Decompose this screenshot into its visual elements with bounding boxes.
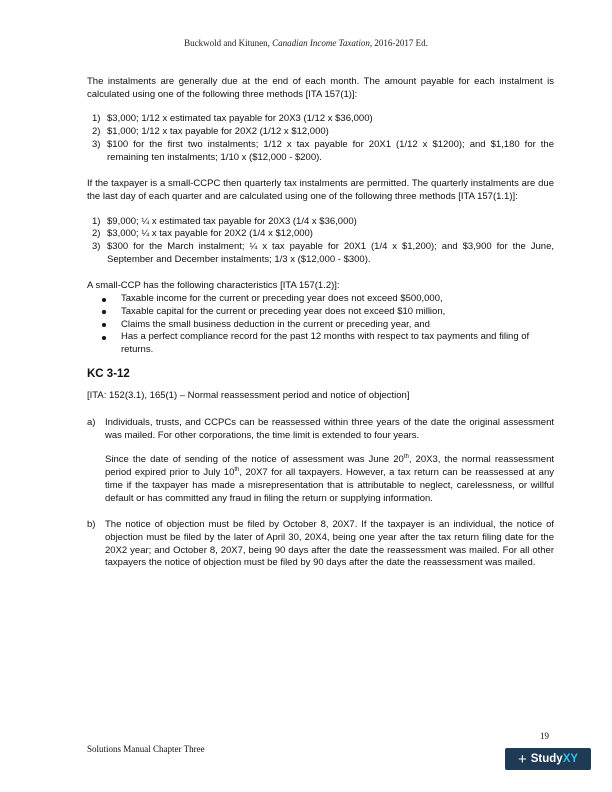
answer-a: a) Individuals, trusts, and CCPCs can be reassessed within three years of the date the original assessment was mailed. For other corporations, the time limit is extended to four years. Since the date of sending of the notice of assessment was June 20th, 20X3, the normal reassessment period expired prior to July 10th, 20X7 for all taxpayers. However, a tax return can be reassessed at any time if the taxpayer has made a misrepresentation that is attributable to neglect, carelessness, or willful default or has committed any fraud in filing the return or supplying information. [87,417,555,504]
list-item: 1) $3,000; 1/12 x estimated tax payable for 20X3 (1/12 x $36,000) [92,113,373,125]
small-ccp-intro: A small-CCP has the following characteristics [ITA 157(1.2)]: [87,280,340,292]
logo-text-xy: XY [562,753,579,765]
answer-b: b) The notice of objection must be filed by October 8, 20X7. If the taxpayer is an individual, the notice of objection must be filed by the later of April 30, 20X4, being one year after the tax return filing date for the 20X2 year; and October 8, 20X7, being 90 days after the date the reassessment was mailed. For all other taxpayers the notice of objection must be filed by 90 days after the date the reassessment was mailed. [87,519,554,569]
header-book-title: Canadian Income Taxation, [272,38,373,48]
page-body [87,76,554,570]
list-item: 2) $1,000; 1/12 x tax payable for 20X2 (1/12 x $12,000) [92,126,329,138]
ccpc-paragraph: If the taxpayer is a small-CCPC then quarterly tax instalments are permitted. The quarterly instalments are due the last day of each quarter and are calculated using one of the following three methods [ITA 157(1.1)]: [87,178,554,202]
logo-text-study: Study [530,753,563,765]
list-item: Taxable income for the current or preceding year does not exceed $500,000, [87,293,554,306]
bullet-icon [102,310,106,314]
list-item: Claims the small business deduction in the current or preceding year, and [87,319,554,332]
list-item: Taxable capital for the current or preceding year does not exceed $10 million, [87,306,554,319]
plus-icon: + [517,750,527,768]
section-heading: KC 3-12 [87,367,130,380]
answer-a-subparagraph: Since the date of sending of the notice of assessment was June 20th, 20X3, the normal reassessment period expired prior to July 10th, 20X7 for all taxpayers. However, a tax return can be reassessed at any time if the taxpayer has made a misrepresentation that is attributable to neglect, carelessness, or willful default or has committed any fraud in filing the return or supplying information. [105,454,555,504]
answer-b-text: The notice of objection must be filed by October 8, 20X7. If the taxpayer is an individual, the notice of objection must be filed by the later of April 30, 20X4, being one year after the tax return filing date for the 20X2 year; and October 8, 20X7, being 90 days after the date the reassessment was mailed. For all other taxpayers the notice of objection must be filed by 90 days after the date the reassessment was mailed. [105,519,554,569]
list-item: 2) $3,000; ¼ x tax payable for 20X2 (1/4 x $12,000) [92,228,313,240]
list-item: 1) $9,000; ¼ x estimated tax payable for 20X3 (1/4 x $36,000) [92,215,357,227]
list-item: 3) $100 for the first two instalments; 1/12 x tax payable for 20X1 (1/12 x $1200); and $1,180 for the remaining ten instalments; 1/10 x ($12,000 - $200). [92,138,554,163]
intro-paragraph: The instalments are generally due at the end of each month. The amount payable for each instalment is calculated using one of the following three methods [ITA 157(1)]: [87,76,554,100]
answer-a-text: Individuals, trusts, and CCPCs can be reassessed within three years of the date the original assessment was mailed. For other corporations, the time limit is extended to four years. [105,417,554,441]
bullet-icon [102,336,106,340]
header-edition: 2016-2017 Ed. [374,38,428,48]
ita-reference: [ITA: 152(3.1), 165(1) – Normal reassessment period and notice of objection] [87,390,410,402]
footer-text: Solutions Manual Chapter Three [87,744,205,754]
quarterly-methods-list [87,216,554,267]
list-item: Has a perfect compliance record for the past 12 months with respect to tax payments and filing of returns. [87,331,554,356]
bullet-icon [102,323,106,327]
header-authors: Buckwold and Kitunen, [184,38,270,48]
running-header [0,38,612,48]
studyxy-logo[interactable] [505,748,591,770]
page-number: 19 [540,731,549,741]
bullet-icon [102,298,106,302]
list-item: 3) $300 for the March instalment; ¼ x tax payable for 20X1 (1/4 x $1,200); and $3,900 for the June, September and December instalments; 1/3 x ($12,000 - $300). [92,241,554,265]
monthly-methods-list [87,113,554,164]
characteristics-list [87,293,554,357]
